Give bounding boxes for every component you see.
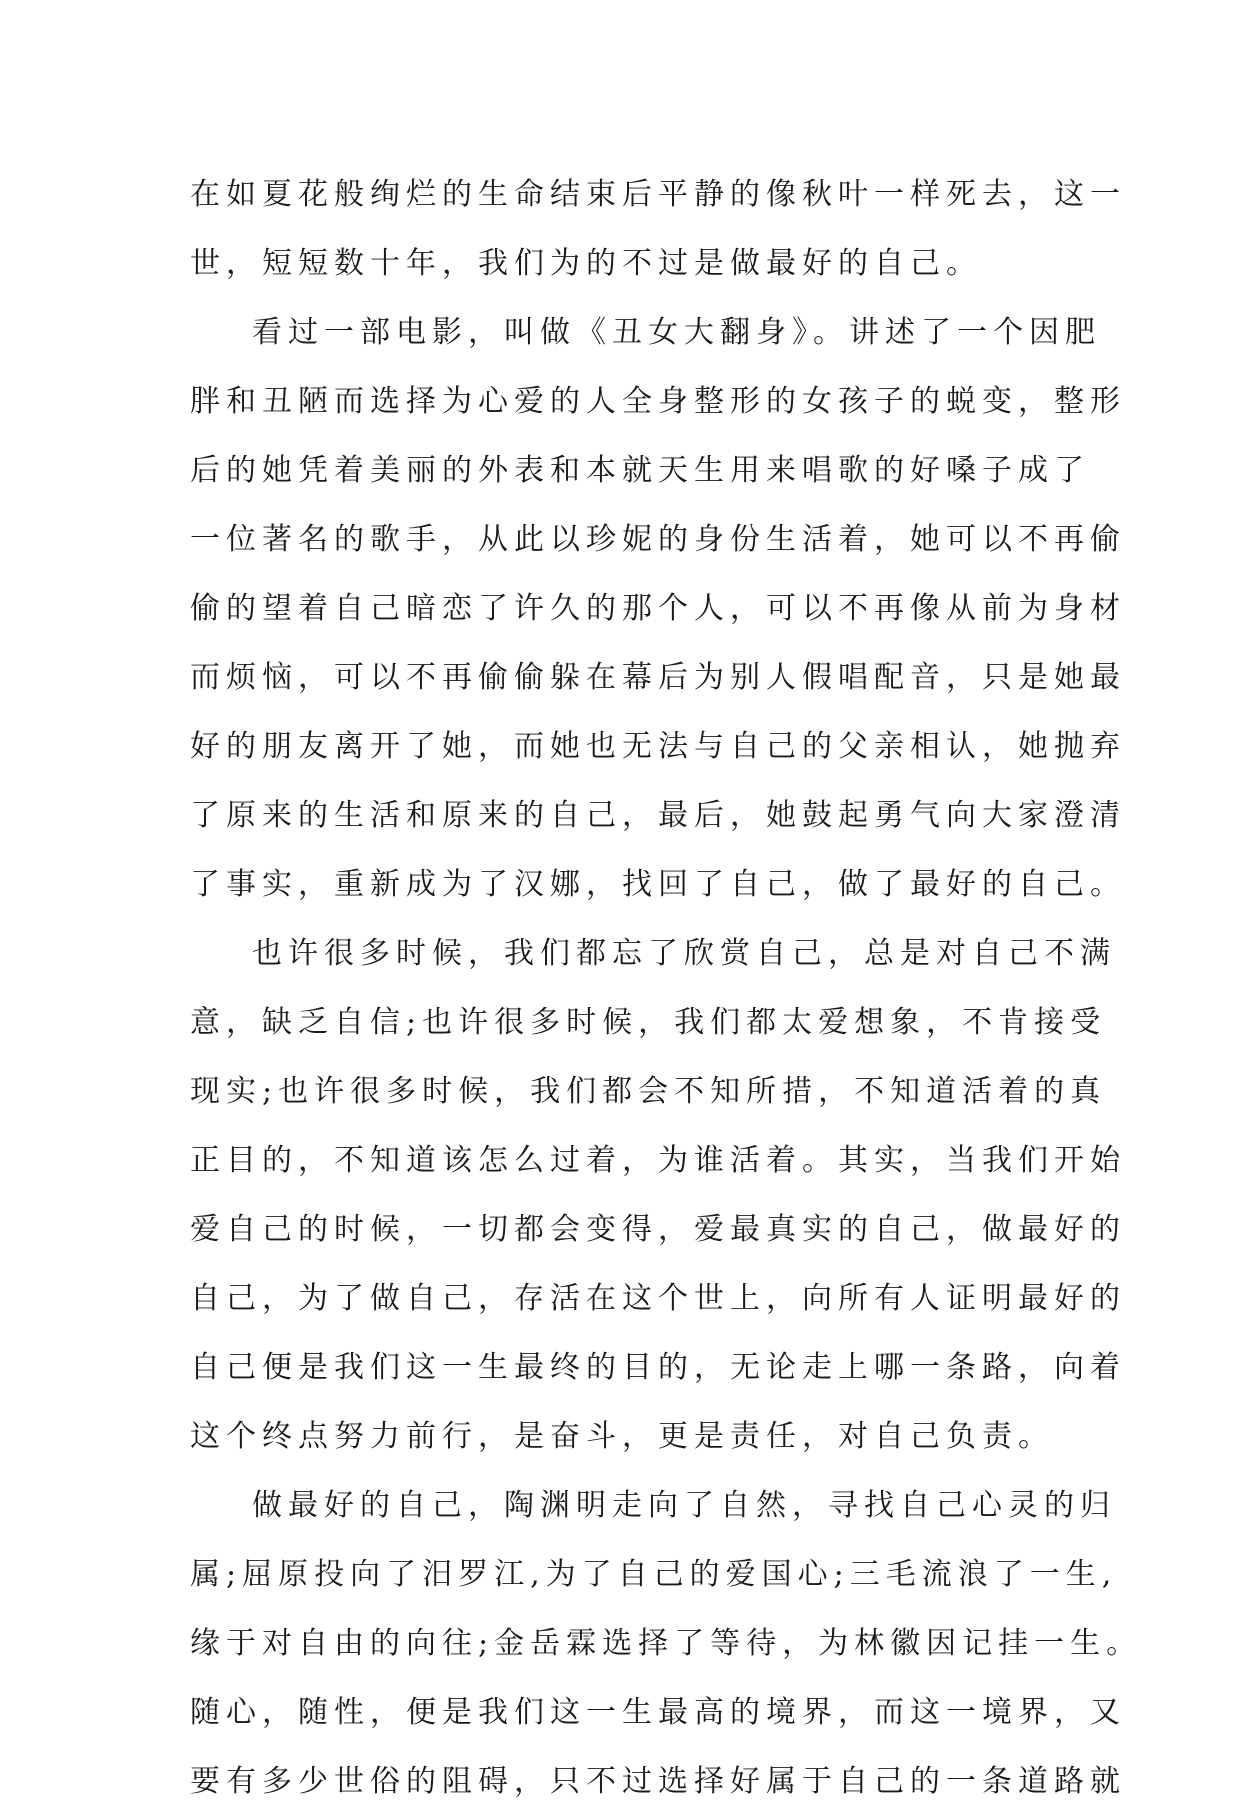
paragraph-start-line: 看过一部电影，叫做《丑女大翻身》。讲述了一个因肥 bbox=[252, 315, 1101, 350]
text-line: 了事实，重新成为了汉娜，找回了自己，做了最好的自己。 bbox=[190, 867, 1126, 902]
text-line: 正目的，不知道该怎么过着，为谁活着。其实，当我们开始 bbox=[190, 1143, 1126, 1178]
text-line: 偷的望着自己暗恋了许久的那个人，可以不再像从前为身材 bbox=[190, 591, 1126, 626]
text-line: 爱自己的时候，一切都会变得，爱最真实的自己，做最好的 bbox=[190, 1212, 1126, 1247]
text-line: 自己便是我们这一生最终的目的，无论走上哪一条路，向着 bbox=[190, 1350, 1126, 1385]
text-line: 胖和丑陋而选择为心爱的人全身整形的女孩子的蜕变，整形 bbox=[190, 384, 1126, 419]
paragraph-start-line: 也许很多时候，我们都忘了欣赏自己，总是对自己不满 bbox=[252, 936, 1116, 971]
paragraph-start-line: 做最好的自己，陶渊明走向了自然，寻找自己心灵的归 bbox=[252, 1488, 1116, 1523]
text-line: 缘于对自由的向往;金岳霖选择了等待，为林徽因记挂一生。 bbox=[190, 1626, 1143, 1661]
text-line: 要有多少世俗的阻碍，只不过选择好属于自己的一条道路就 bbox=[190, 1764, 1126, 1799]
text-line: 了原来的生活和原来的自己，最后，她鼓起勇气向大家澄清 bbox=[190, 798, 1126, 833]
text-line: 自己，为了做自己，存活在这个世上，向所有人证明最好的 bbox=[190, 1281, 1126, 1316]
body-text bbox=[190, 160, 1143, 1816]
text-line: 后的她凭着美丽的外表和本就天生用来唱歌的好嗓子成了 bbox=[190, 453, 1090, 488]
text-line: 意，缺乏自信;也许很多时候，我们都太爱想象，不肯接受 bbox=[190, 1005, 1107, 1040]
text-line: 这个终点努力前行，是奋斗，更是责任，对自己负责。 bbox=[190, 1419, 1054, 1454]
text-line: 世，短短数十年，我们为的不过是做最好的自己。 bbox=[190, 246, 982, 281]
text-line: 现实;也许很多时候，我们都会不知所措，不知道活着的真 bbox=[190, 1074, 1107, 1109]
text-line: 在如夏花般绚烂的生命结束后平静的像秋叶一样死去，这一 bbox=[190, 177, 1126, 212]
text-line: 而烦恼，可以不再偷偷躲在幕后为别人假唱配音，只是她最 bbox=[190, 660, 1126, 695]
text-line: 属;屈原投向了汨罗江,为了自己的爱国心;三毛流浪了一生, bbox=[190, 1557, 1118, 1592]
text-line: 随心，随性，便是我们这一生最高的境界，而这一境界，又 bbox=[190, 1695, 1126, 1730]
text-line: 一位著名的歌手，从此以珍妮的身份生活着，她可以不再偷 bbox=[190, 522, 1126, 557]
text-line: 好的朋友离开了她，而她也无法与自己的父亲相认，她抛弃 bbox=[190, 729, 1126, 764]
